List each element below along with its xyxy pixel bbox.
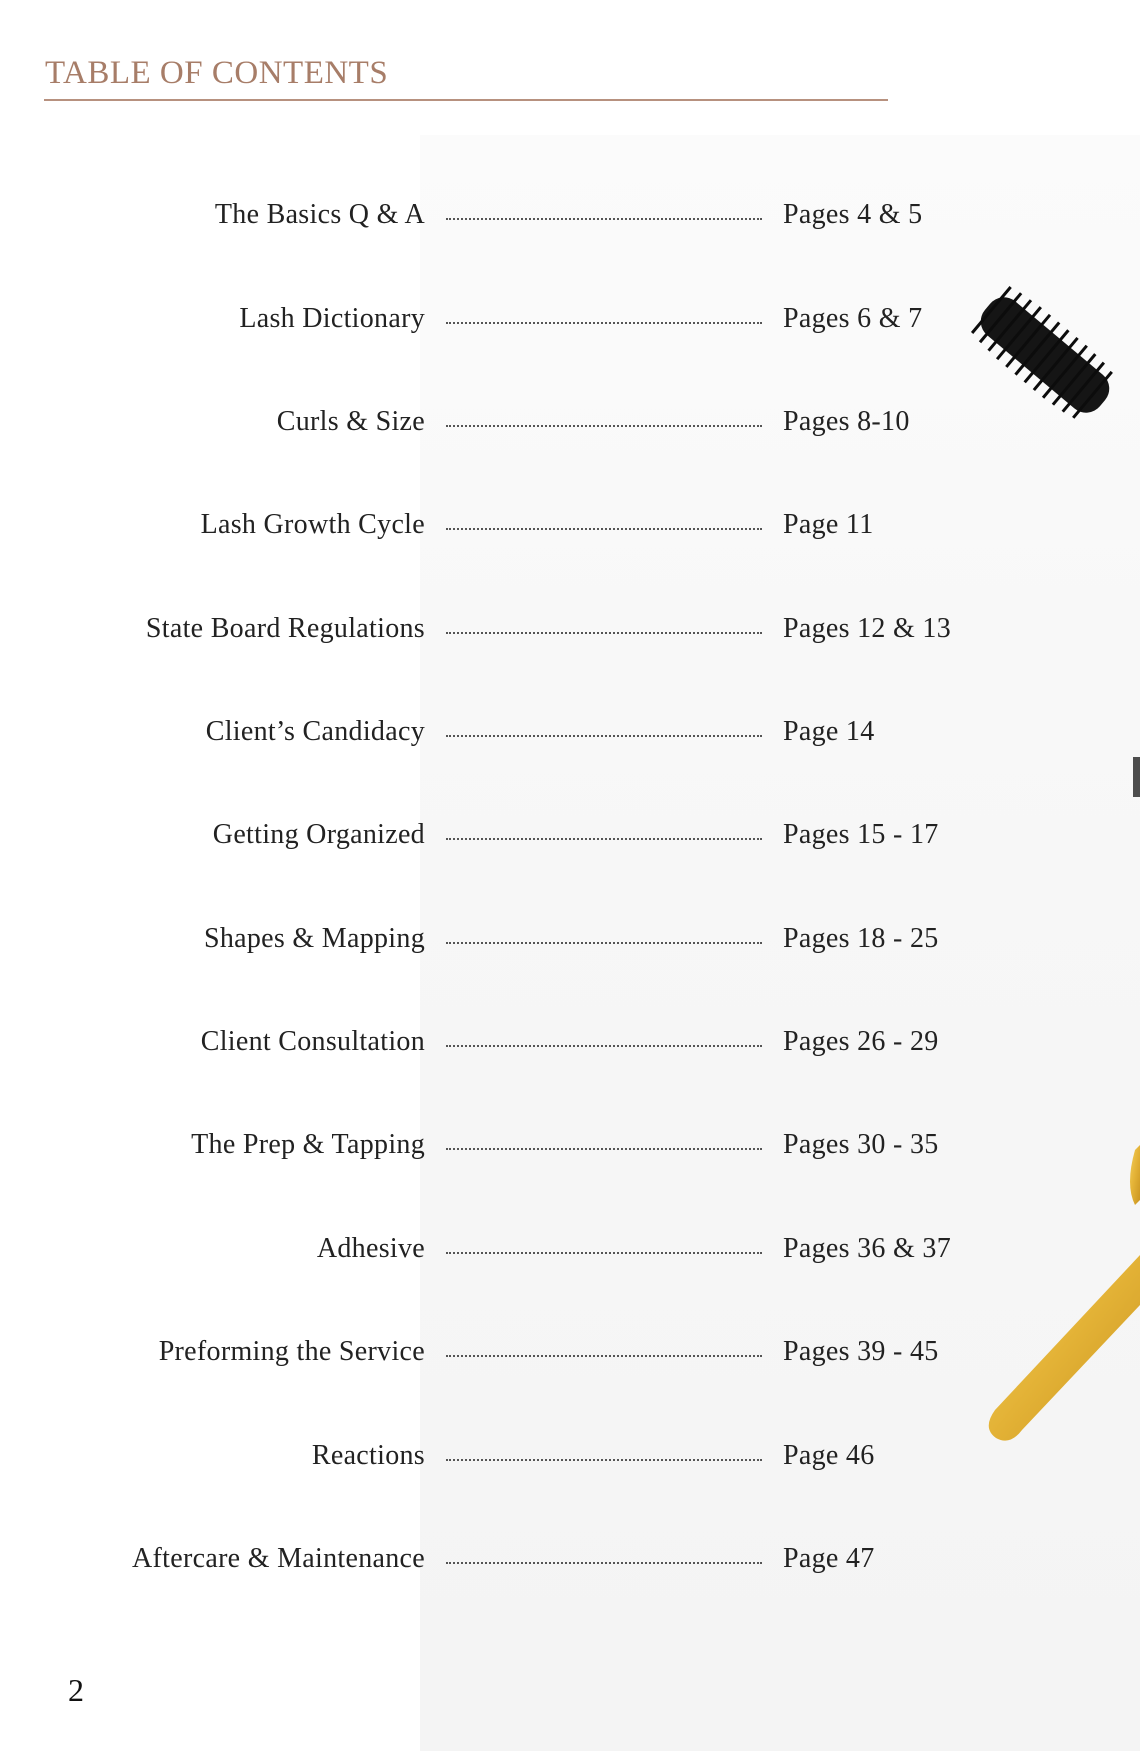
toc-entry-pages: Pages 39 - 45 [783, 1336, 939, 1367]
toc-entry[interactable] [0, 294, 1140, 344]
toc-entry-title: Client Consultation [200, 1026, 425, 1057]
toc-entry[interactable] [0, 810, 1140, 860]
toc-entry[interactable] [0, 1224, 1140, 1274]
toc-entry-pages: Pages 30 - 35 [783, 1129, 939, 1160]
page-title: TABLE OF CONTENTS [45, 55, 389, 91]
dot-leader [446, 632, 762, 634]
toc-entry-pages: Pages 12 & 13 [783, 613, 952, 644]
dot-leader [446, 735, 762, 737]
toc-entry-title: Client’s Candidacy [205, 716, 425, 747]
toc-entry-pages: Page 14 [783, 716, 875, 747]
toc-entry-pages: Page 11 [783, 509, 874, 540]
toc-entry[interactable] [0, 500, 1140, 550]
toc-entry[interactable] [0, 914, 1140, 964]
toc-entry[interactable] [0, 397, 1140, 447]
dot-leader [446, 425, 762, 427]
dot-leader [446, 322, 762, 324]
dot-leader [446, 942, 762, 944]
toc-entry[interactable] [0, 1017, 1140, 1067]
toc-entry-title: Curls & Size [276, 406, 425, 437]
dot-leader [446, 218, 762, 220]
toc-entry[interactable] [0, 604, 1140, 654]
toc-entry[interactable] [0, 1431, 1140, 1481]
toc-entry-pages: Pages 4 & 5 [783, 199, 923, 230]
dot-leader [446, 1355, 762, 1357]
toc-entry-pages: Pages 26 - 29 [783, 1026, 939, 1057]
toc-entry-title: Lash Growth Cycle [200, 509, 425, 540]
dot-leader [446, 838, 762, 840]
toc-entry-pages: Pages 6 & 7 [783, 303, 923, 334]
dot-leader [446, 1562, 762, 1564]
toc-entry-pages: Page 47 [783, 1543, 875, 1574]
dot-leader [446, 528, 762, 530]
toc-entry-title: Getting Organized [212, 819, 425, 850]
toc-entry[interactable] [0, 1534, 1140, 1584]
dot-leader [446, 1045, 762, 1047]
toc-entry-pages: Pages 15 - 17 [783, 819, 939, 850]
toc-entry-title: Shapes & Mapping [203, 923, 425, 954]
toc-entry[interactable] [0, 1327, 1140, 1377]
toc-entry-pages: Pages 18 - 25 [783, 923, 939, 954]
toc-entry-pages: Pages 36 & 37 [783, 1233, 952, 1264]
dot-leader [446, 1148, 762, 1150]
toc-entry-pages: Pages 8-10 [783, 406, 910, 437]
toc-entry-title: Reactions [311, 1440, 425, 1471]
toc-entry-title: Lash Dictionary [239, 303, 425, 334]
toc-entry-title: Adhesive [316, 1233, 425, 1264]
dot-leader [446, 1459, 762, 1461]
toc-entry[interactable] [0, 707, 1140, 757]
toc-entry-title: Preforming the Service [158, 1336, 425, 1367]
toc-entry-title: The Basics Q & A [214, 199, 425, 230]
toc-entry[interactable] [0, 190, 1140, 240]
toc-entry-title: The Prep & Tapping [191, 1129, 425, 1160]
dot-leader [446, 1252, 762, 1254]
toc-entry[interactable] [0, 1120, 1140, 1170]
toc-entry-title: State Board Regulations [145, 613, 425, 644]
toc-entry-title: Aftercare & Maintenance [132, 1543, 425, 1574]
page-number: 2 [68, 1672, 84, 1708]
toc-entry-pages: Page 46 [783, 1440, 875, 1471]
